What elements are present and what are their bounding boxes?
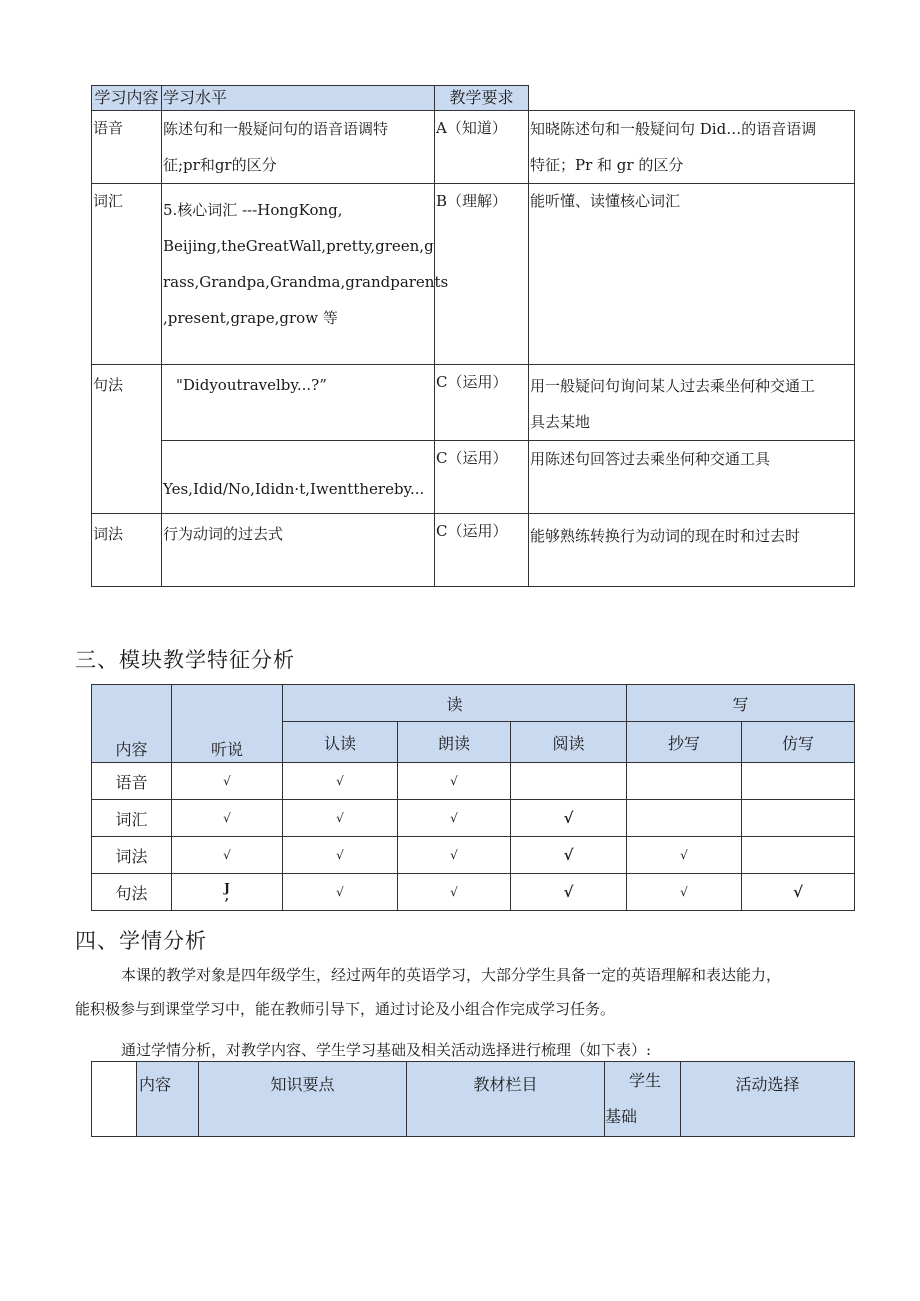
check-mark: √: [172, 763, 283, 800]
table-row: [92, 441, 855, 514]
row-requirement: 用陈述句回答过去乘坐何种交通工具: [529, 441, 855, 514]
table-row: [92, 111, 855, 184]
row-content: Yes,Idid/No,Ididn·t,Iwentthereby...: [162, 441, 435, 514]
row-content: "Didyoutravelby...?”: [162, 365, 435, 441]
check-mark: √: [283, 874, 398, 911]
module-feature-table: [91, 684, 855, 911]
header-content: 内容: [137, 1062, 199, 1137]
analysis-paragraph-line2: 能积极参与到课堂学习中，能在教师引导下，通过讨论及小组合作完成学习任务。: [75, 1000, 616, 1018]
header-content: 内容: [92, 685, 172, 763]
check-mark: √: [398, 874, 511, 911]
row-category: 词汇: [92, 184, 162, 365]
learning-analysis-table: [91, 1061, 855, 1137]
check-mark: √: [398, 837, 511, 874]
row-level: A（知道）: [435, 111, 529, 184]
row-requirement: 能听懂、读懂核心词汇: [529, 184, 855, 365]
teaching-requirements-table: [91, 85, 855, 587]
check-mark: √: [511, 874, 627, 911]
header-imitate: 仿写: [742, 722, 855, 763]
row-level: C（运用）: [435, 365, 529, 441]
check-mark: √: [172, 800, 283, 837]
check-mark: √: [398, 763, 511, 800]
check-mark: √: [627, 874, 742, 911]
row-category: 句法: [92, 365, 162, 514]
check-mark: J ,: [172, 874, 283, 911]
analysis-paragraph-intro: 通过学情分析，对教学内容、学生学习基础及相关活动选择进行梳理（如下表）:: [121, 1041, 652, 1059]
header-knowledge-points: 知识要点: [199, 1062, 407, 1137]
analysis-paragraph-line1: 本课的教学对象是四年级学生，经过两年的英语学习，大部分学生具备一定的英语理解和表达能力，: [121, 966, 782, 984]
table-row: [92, 874, 855, 911]
check-mark: √: [283, 837, 398, 874]
header-content: 学习内容: [92, 86, 162, 111]
row-requirement: 知晓陈述句和一般疑问句 Did…的语音语调 特征；Pr 和 gr 的区分: [529, 111, 855, 184]
row-label: 词汇: [92, 800, 172, 837]
header-group-read: 读: [283, 685, 627, 722]
check-mark: √: [742, 874, 855, 911]
row-content: 行为动词的过去式: [162, 514, 435, 587]
check-mark: [742, 837, 855, 874]
header-level: 学习水平: [162, 86, 435, 111]
row-level: C（运用）: [435, 441, 529, 514]
row-requirement: 能够熟练转换行为动词的现在时和过去时: [529, 514, 855, 587]
table-row: [92, 365, 855, 441]
header-student-basis: 学生 基础: [605, 1062, 681, 1137]
check-mark: √: [511, 837, 627, 874]
row-category: 词法: [92, 514, 162, 587]
table-row: [92, 837, 855, 874]
check-mark: [742, 763, 855, 800]
check-mark: [511, 763, 627, 800]
row-level: C（运用）: [435, 514, 529, 587]
check-mark: √: [283, 800, 398, 837]
table-header-row: [92, 86, 855, 111]
row-label: 句法: [92, 874, 172, 911]
row-requirement: 用一般疑问句询问某人过去乘坐何种交通工 具去某地: [529, 365, 855, 441]
header-read-aloud: 朗读: [398, 722, 511, 763]
row-content: 5.核心词汇 ---HongKong, Beijing,theGreatWall,pretty,green,g rass,Grandpa,Grandma,grandparents ,present,grape,grow 等: [162, 184, 435, 365]
header-textbook-section: 教材栏目: [407, 1062, 605, 1137]
check-mark: √: [283, 763, 398, 800]
check-mark: [627, 800, 742, 837]
section-4-heading: 四、学情分析: [75, 929, 207, 953]
row-label: 语音: [92, 763, 172, 800]
check-mark: √: [627, 837, 742, 874]
check-mark: √: [172, 837, 283, 874]
header-activity-choice: 活动选择: [681, 1062, 855, 1137]
check-mark: [742, 800, 855, 837]
header-copy: 抄写: [627, 722, 742, 763]
header-requirement: 教学要求: [435, 86, 529, 111]
header-recognize: 认读: [283, 722, 398, 763]
check-mark: √: [511, 800, 627, 837]
table-row: [92, 763, 855, 800]
row-category: 语音: [92, 111, 162, 184]
check-mark: [627, 763, 742, 800]
blank-cell: [92, 1062, 137, 1137]
section-3-heading: 三、模块教学特征分析: [75, 648, 295, 672]
header-group-write: 写: [627, 685, 855, 722]
row-content: 陈述句和一般疑问句的语音语调特 征;pr和gr的区分: [162, 111, 435, 184]
header-reading: 阅读: [511, 722, 627, 763]
table-row: [92, 514, 855, 587]
table-row: [92, 184, 855, 365]
check-mark: √: [398, 800, 511, 837]
table-row: [92, 800, 855, 837]
header-listen-speak: 听说: [172, 685, 283, 763]
row-level: B（理解）: [435, 184, 529, 365]
row-label: 词法: [92, 837, 172, 874]
